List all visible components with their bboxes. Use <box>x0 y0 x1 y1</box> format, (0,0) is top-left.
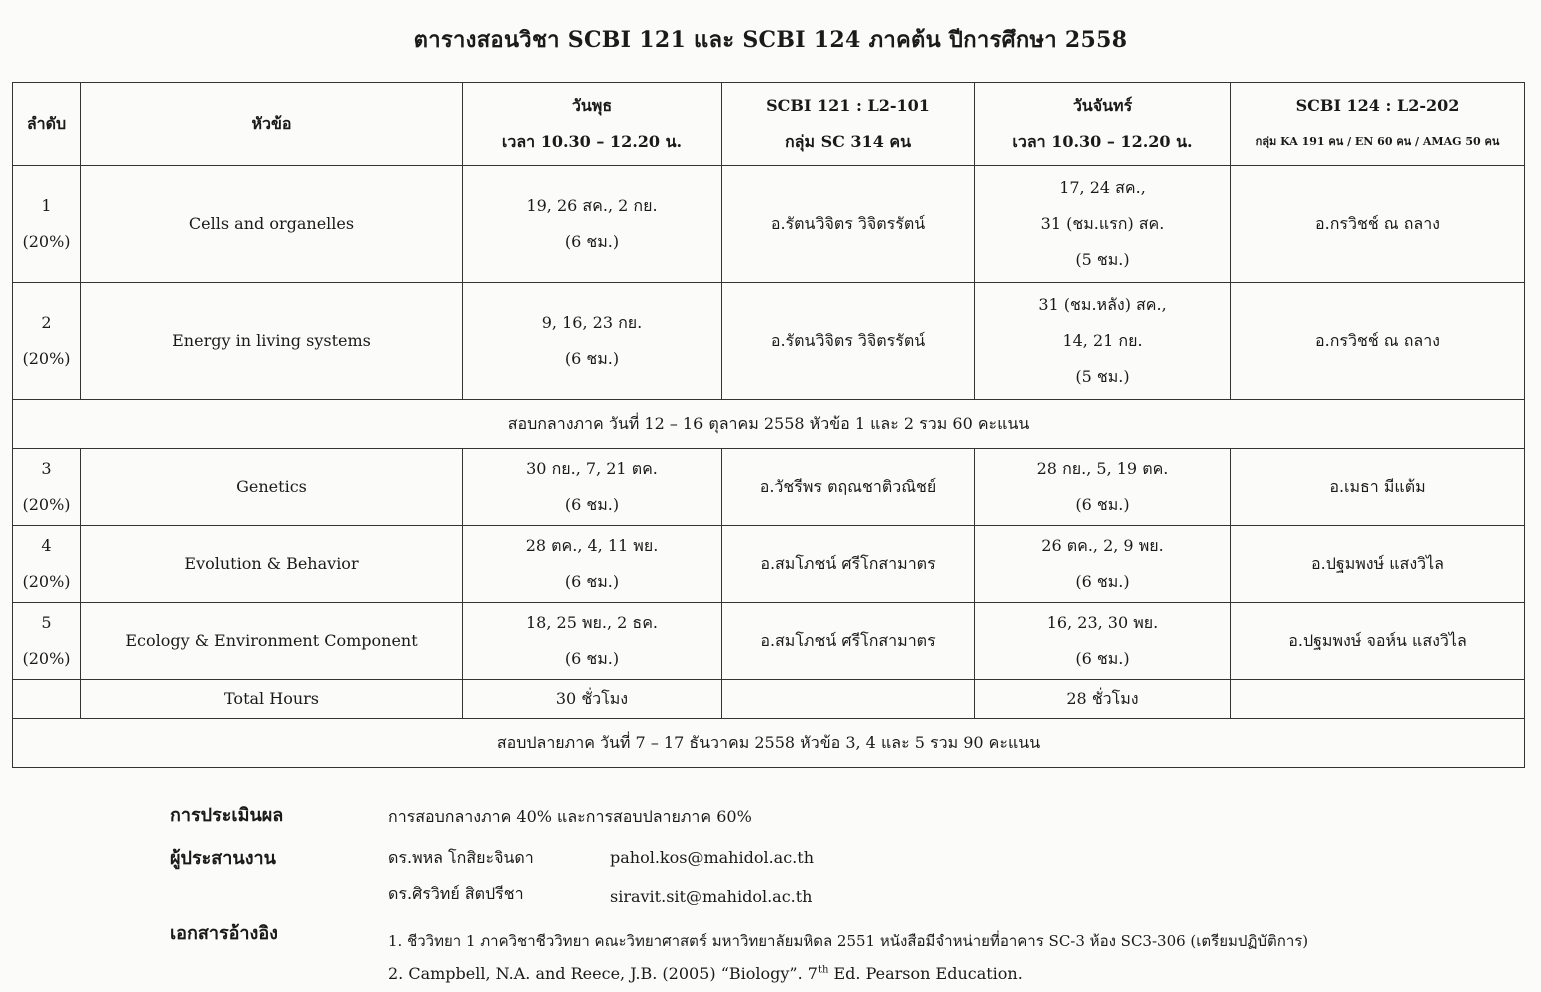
header-scbi124 <box>1231 83 1525 166</box>
row-percent: (20%) <box>22 649 71 668</box>
header-wednesday <box>463 83 722 166</box>
scbi121-group: กลุ่ม SC 314 คน <box>784 132 912 151</box>
wed-hours: (6 ชม.) <box>564 572 620 591</box>
topic-cell: Cells and organelles <box>81 166 463 283</box>
mon-cell <box>975 166 1231 283</box>
scbi121-teacher: อ.สมโภชน์ ศรีโกสามาตร <box>722 526 975 603</box>
scbi124-teacher: อ.ปฐมพงษ์ แสงวิไล <box>1231 526 1525 603</box>
topic-cell: Ecology & Environment Component <box>81 603 463 680</box>
topic-cell: Energy in living systems <box>81 283 463 400</box>
row-percent: (20%) <box>22 349 71 368</box>
coordinator-2-email: siravit.sit@mahidol.ac.th <box>610 887 813 906</box>
midterm-row <box>13 400 1525 449</box>
coordinator-1-email: pahol.kos@mahidol.ac.th <box>610 848 814 867</box>
wed-dates: 28 ตค., 4, 11 พย. <box>525 536 659 555</box>
header-scbi121 <box>722 83 975 166</box>
table-row <box>13 166 1525 283</box>
order-cell <box>13 603 81 680</box>
total-wed: 30 ชั่วโมง <box>463 680 722 719</box>
evaluation-value: การสอบกลางภาค 40% และการสอบปลายภาค 60% <box>388 807 752 826</box>
mon-line-1: 31 (ชม.หลัง) สค., <box>1038 295 1167 314</box>
wed-hours: (6 ชม.) <box>564 232 620 251</box>
mon-line-1: 17, 24 สค., <box>1059 178 1146 197</box>
row-number: 3 <box>41 459 52 478</box>
order-cell <box>13 526 81 603</box>
wed-cell <box>463 283 722 400</box>
scbi124-teacher: อ.กรวิชช์ ณ ถลาง <box>1231 283 1525 400</box>
scbi124-group: กลุ่ม KA 191 คน / EN 60 คน / AMAG 50 คน <box>1255 135 1500 148</box>
mon-line-1: 16, 23, 30 พย. <box>1046 613 1159 632</box>
wed-dates: 19, 26 สค., 2 กย. <box>526 196 658 215</box>
mon-cell <box>975 449 1231 526</box>
scbi124-teacher: อ.เมธา มีแต้ม <box>1231 449 1525 526</box>
total-scbi121-blank <box>722 680 975 719</box>
header-order: ลำดับ <box>13 83 81 166</box>
total-scbi124-blank <box>1231 680 1525 719</box>
reference-2-tail: Ed. Pearson Education. <box>828 964 1023 983</box>
mon-line-1: 26 ตค., 2, 9 พย. <box>1041 536 1164 555</box>
wed-dates: 9, 16, 23 กย. <box>541 313 643 332</box>
total-label: Total Hours <box>81 680 463 719</box>
total-row <box>13 680 1525 719</box>
final-row <box>13 719 1525 768</box>
mon-line-3: (5 ชม.) <box>1075 250 1130 269</box>
reference-1: 1. ชีววิทยา 1 ภาควิชาชีววิทยา คณะวิทยาศาสตร์ มหาวิทยาลัยมหิดล 2551 หนังสือมีจำหน่ายที่อาคาร SC-3 ห้อง SC3-306 (เตรียมปฏิบัติการ) <box>388 932 1309 950</box>
reference-2-main: 2. Campbell, N.A. and Reece, J.B. (2005) “Biology”. 7 <box>388 964 818 983</box>
order-cell <box>13 283 81 400</box>
mon-time: เวลา 10.30 – 12.20 น. <box>1012 132 1193 151</box>
wed-cell <box>463 166 722 283</box>
mon-line-2: (6 ชม.) <box>1075 495 1130 514</box>
midterm-note: สอบกลางภาค วันที่ 12 – 16 ตุลาคม 2558 หัวข้อ 1 และ 2 รวม 60 คะแนน <box>13 400 1525 449</box>
header-topic: หัวข้อ <box>81 83 463 166</box>
wed-cell <box>463 603 722 680</box>
row-number: 1 <box>41 196 52 215</box>
mon-line-1: 28 กย., 5, 19 ตค. <box>1036 459 1169 478</box>
reference-2-superscript: th <box>817 964 829 976</box>
coordinator-1-name: ดร.พหล โกสิยะจินดา <box>388 848 534 867</box>
wed-day: วันพุธ <box>571 96 613 115</box>
scbi121-teacher: อ.รัตนวิจิตร วิจิตรรัตน์ <box>722 166 975 283</box>
schedule-table <box>12 82 1525 768</box>
topic-cell: Genetics <box>81 449 463 526</box>
scbi121-teacher: อ.รัตนวิจิตร วิจิตรรัตน์ <box>722 283 975 400</box>
row-number: 5 <box>41 613 52 632</box>
table-row <box>13 449 1525 526</box>
scbi121-teacher: อ.สมโภชน์ ศรีโกสามาตร <box>722 603 975 680</box>
mon-cell <box>975 283 1231 400</box>
coordinator-2-name: ดร.ศิรวิทย์ สิตปรีชา <box>388 884 524 903</box>
scbi124-teacher: อ.กรวิชช์ ณ ถลาง <box>1231 166 1525 283</box>
row-percent: (20%) <box>22 495 71 514</box>
scbi124-room: SCBI 124 : L2-202 <box>1295 96 1460 115</box>
total-blank <box>13 680 81 719</box>
wed-cell <box>463 526 722 603</box>
header-row <box>13 83 1525 166</box>
topic-cell: Evolution & Behavior <box>81 526 463 603</box>
mon-line-3: (5 ชม.) <box>1075 367 1130 386</box>
mon-line-2: (6 ชม.) <box>1075 649 1130 668</box>
wed-dates: 30 กย., 7, 21 ตค. <box>526 459 658 478</box>
table-row <box>13 603 1525 680</box>
wed-hours: (6 ชม.) <box>564 495 620 514</box>
row-percent: (20%) <box>22 232 71 251</box>
wed-hours: (6 ชม.) <box>564 649 620 668</box>
mon-cell <box>975 603 1231 680</box>
row-percent: (20%) <box>22 572 71 591</box>
total-mon: 28 ชั่วโมง <box>975 680 1231 719</box>
row-number: 2 <box>41 313 52 332</box>
reference-2 <box>388 964 1023 983</box>
mon-day: วันจันทร์ <box>1072 96 1133 115</box>
references-label: เอกสารอ้างอิง <box>170 923 278 944</box>
wed-time: เวลา 10.30 – 12.20 น. <box>501 132 683 151</box>
mon-cell <box>975 526 1231 603</box>
wed-cell <box>463 449 722 526</box>
evaluation-label: การประเมินผล <box>170 805 284 826</box>
scbi124-teacher: อ.ปฐมพงษ์ จอห์น แสงวิไล <box>1231 603 1525 680</box>
wed-dates: 18, 25 พย., 2 ธค. <box>526 613 658 632</box>
final-note: สอบปลายภาค วันที่ 7 – 17 ธันวาคม 2558 หัวข้อ 3, 4 และ 5 รวม 90 คะแนน <box>13 719 1525 768</box>
scbi121-teacher: อ.วัชรีพร ตฤณชาติวณิชย์ <box>722 449 975 526</box>
table-row <box>13 526 1525 603</box>
wed-hours: (6 ชม.) <box>564 349 620 368</box>
row-number: 4 <box>41 536 52 555</box>
mon-line-2: (6 ชม.) <box>1075 572 1130 591</box>
table-row <box>13 283 1525 400</box>
order-cell <box>13 449 81 526</box>
header-monday <box>975 83 1231 166</box>
mon-line-2: 31 (ชม.แรก) สค. <box>1040 214 1165 233</box>
mon-line-2: 14, 21 กย. <box>1062 331 1143 350</box>
coordinator-label: ผู้ประสานงาน <box>170 848 276 869</box>
order-cell <box>13 166 81 283</box>
page-title: ตารางสอนวิชา SCBI 121 และ SCBI 124 ภาคต้น ปีการศึกษา 2558 <box>413 27 1128 53</box>
scbi121-room: SCBI 121 : L2-101 <box>766 96 930 115</box>
